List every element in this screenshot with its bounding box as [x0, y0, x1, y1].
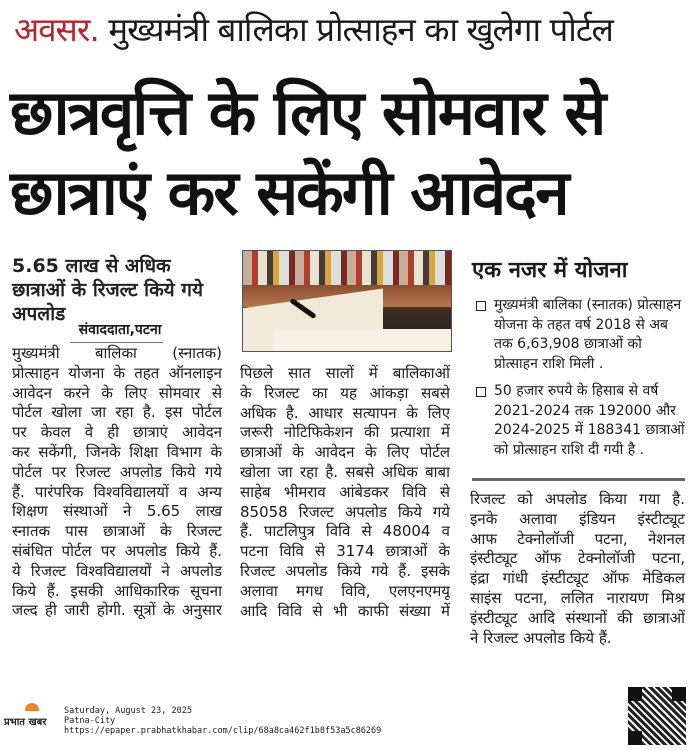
article-line: जरूरी नोटिफिकेशन की प्रत्याशा में — [240, 423, 450, 442]
article-line: अधिक है. आधार सत्यापन के लिए — [240, 403, 450, 422]
clip-date: Saturday, August 23, 2025 — [64, 706, 192, 716]
article-line: पटना विवि से 3174 छात्राओं के — [240, 542, 450, 561]
article-line: किये हैं. इसकी आधिकारिक सूचना — [12, 581, 222, 600]
article-line: आफ टेक्नोलॉजी पटना, नेशनल — [470, 529, 685, 548]
article-line: पोर्टल खोला जा रहा है. इस पोर्टल — [12, 403, 222, 422]
kicker — [14, 8, 613, 52]
byline: संवाददाता,पटना — [78, 322, 162, 338]
sidebar-title: एक नजर में योजना — [472, 258, 628, 283]
byline-divider — [70, 342, 163, 343]
article-line: के रिजल्ट का यह आंकड़ा सबसे — [240, 383, 450, 402]
bookshelf — [243, 251, 451, 285]
article-line: मुख्यमंत्री बालिका (स्नातक) — [12, 344, 222, 362]
logo-sun-icon — [25, 703, 39, 711]
sidebar-bullet — [474, 296, 686, 374]
article-line: इनके अलावा इंडियन इंस्टीट्यूट — [470, 509, 685, 528]
publisher-logo: प्रभात खबर — [4, 717, 47, 728]
sidebar-bullets — [474, 296, 686, 468]
kicker-label: अवसर. — [14, 10, 99, 49]
sidebar-divider — [472, 478, 685, 481]
qr-code-icon[interactable] — [628, 687, 686, 745]
article-line: साइंस पटना, ललित नारायण मिश्र — [470, 588, 685, 607]
article-line: पोर्टल पर रिजल्ट अपलोड किये गये — [12, 462, 222, 481]
clip-edition: Patna-City — [64, 716, 116, 726]
article-line: 85058 रिजल्ट अपलोड किये गये — [240, 502, 450, 521]
article-line: आवेदन करने के लिए सोमवार से — [12, 383, 222, 402]
books-photo — [242, 250, 452, 352]
article-line: हैं. पाटलिपुत्र विवि से 48004 व — [240, 522, 450, 541]
article-line: प्रोत्साहन योजना के तहत ऑनलाइन — [12, 363, 222, 382]
article-line: शिक्षण संस्थाओं ने 5.65 लाख — [12, 502, 222, 521]
article-line: इंस्टीट्यूट ऑफ टेक्नोलॉजी पटना, — [470, 549, 685, 568]
article-column-2 — [240, 364, 450, 621]
article-line: आदि विवि से भी काफी संख्या में — [240, 601, 450, 620]
sidebar-bullet — [474, 382, 686, 460]
article-line: हैं. पारंपरिक विश्वविद्यालयों व अन्य — [12, 482, 222, 501]
article-line: कर सकेंगी, जिनके शिक्षा विभाग के — [12, 442, 222, 461]
article-line: पर केवल वे ही छात्राएं आवेदन — [12, 423, 222, 442]
clip-footer — [64, 706, 381, 736]
article-line: साहेब भीमराव आंबेडकर विवि से — [240, 482, 450, 501]
square-bullet-icon — [476, 387, 486, 397]
article-column-3 — [470, 490, 685, 648]
bullet-text: मुख्यमंत्री बालिका (स्नातक) प्रोत्साहन योजना के तहत वर्ष 2018 से अब तक 6,63,908 छात्राओं को प्रोत्साहन राशि मिली . — [494, 297, 682, 372]
article-subhead: 5.65 लाख से अधिक छात्राओं के रिजल्ट किये गये अपलोड — [12, 255, 204, 325]
article-line: ने रिजल्ट अपलोड किये हैं. — [470, 628, 612, 647]
article-column-1 — [12, 344, 222, 621]
clip-url[interactable]: https://epaper.prabhatkhabar.com/clip/68a8ca462f1b8f53a5c86269 — [64, 726, 382, 736]
article-line: रिजल्ट अपलोड किये गये हैं. इसके — [240, 561, 450, 580]
kicker-text: मुख्यमंत्री बालिका प्रोत्साहन का खुलेगा पोर्टल — [108, 10, 613, 49]
article-line: इंस्टीट्यूट आदि संस्थानों की छात्राओं — [470, 608, 685, 627]
article-line: जल्द ही जारी होगी. सूत्रों के अनुसार — [12, 601, 222, 620]
article-line: पिछले सात सालों में बालिकाओं — [240, 364, 450, 382]
open-book-front — [273, 329, 452, 352]
square-bullet-icon — [476, 301, 486, 311]
bullet-text: 50 हजार रुपये के हिसाब से वर्ष 2021-2024 तक 192000 और 2024-2025 में 188341 छात्राओं को प्रोत्साहन राशि दी गयी है . — [494, 383, 685, 458]
headline-line-1: छात्रवृत्ति के लिए सोमवार से — [10, 76, 605, 149]
article-line: रिजल्ट को अपलोड किया गया है. — [470, 490, 685, 508]
article-line: अलावा मगध विवि, एलएनएमयू — [240, 581, 450, 600]
article-line: संबंधित पोर्टल पर अपलोड किये हैं. — [12, 541, 222, 560]
article-line: छात्राओं के आवेदन के लिए पोर्टल — [240, 443, 450, 462]
headline-line-2: छात्राएं कर सकेंगी आवेदन — [10, 156, 568, 229]
article-line: ये रिजल्ट विश्वविद्यालयों ने अपलोड — [12, 561, 222, 580]
article-line: खोला जा रहा है. सबसे अधिक बाबा — [240, 462, 450, 481]
article-line: स्नातक पास छात्राओं के रिजल्ट — [12, 522, 222, 541]
article-line: इंद्रा गांधी इंस्टीट्यूट ऑफ मेडिकल — [470, 569, 685, 588]
